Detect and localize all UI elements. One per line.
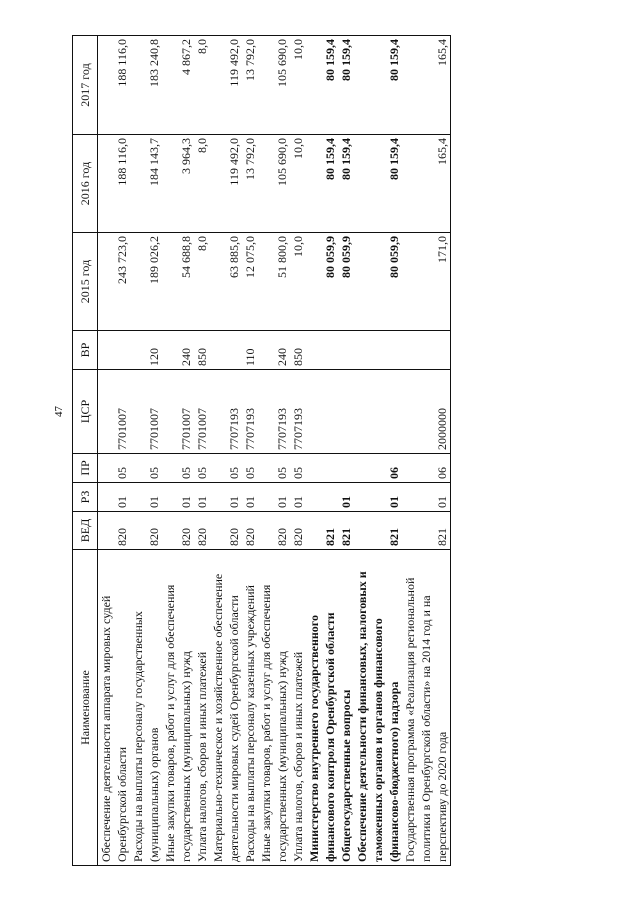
cell-pr: 05 [258, 454, 290, 483]
cell-2017: 183 240,8 [130, 36, 162, 135]
cell-2017: 165,4 [402, 36, 451, 135]
cell-2015: 63 885,0 [210, 233, 242, 331]
cell-pr: 06 [402, 454, 451, 483]
cell-vr: 240 [162, 331, 194, 370]
cell-ved: 820 [290, 512, 306, 550]
header-pr: ПР [73, 454, 98, 483]
cell-vr [402, 331, 451, 370]
cell-ved: 820 [98, 512, 131, 550]
cell-pr: 05 [210, 454, 242, 483]
table-row [402, 36, 451, 866]
header-2016: 2016 год [73, 135, 98, 233]
cell-name: Уплата налогов, сборов и иных платежей [290, 550, 306, 866]
cell-pr [306, 454, 338, 483]
cell-name: Материально-техническое и хозяйственное обеспечение деятельности мировых судей Оренбургской области [210, 550, 242, 866]
cell-vr [306, 331, 338, 370]
header-csr: ЦСР [73, 370, 98, 454]
cell-csr [338, 370, 354, 454]
cell-2017: 13 792,0 [242, 36, 258, 135]
cell-pr: 05 [194, 454, 210, 483]
cell-vr [210, 331, 242, 370]
cell-ved: 820 [194, 512, 210, 550]
cell-name: Государственная программа «Реализация региональной политики в Оренбургской области» на 2014 год и на перспективу до 2020 года [402, 550, 451, 866]
cell-2016: 80 159,4 [354, 135, 402, 233]
cell-name: Иные закупки товаров, работ и услуг для обеспечения государственных (муниципальных) нужд [162, 550, 194, 866]
cell-rz: 01 [130, 483, 162, 512]
cell-2016: 80 159,4 [306, 135, 338, 233]
cell-2015: 171,0 [402, 233, 451, 331]
table-row [258, 36, 290, 866]
cell-name: Обеспечение деятельности аппарата мировых судей Оренбургской области [98, 550, 131, 866]
cell-2015: 80 059,9 [354, 233, 402, 331]
cell-vr: 850 [194, 331, 210, 370]
cell-rz: 01 [98, 483, 131, 512]
cell-name: Общегосударственные вопросы [338, 550, 354, 866]
cell-name: Уплата налогов, сборов и иных платежей [194, 550, 210, 866]
cell-csr: 7707193 [290, 370, 306, 454]
header-name: Наименование [73, 550, 98, 866]
cell-2017: 8,0 [194, 36, 210, 135]
cell-vr [98, 331, 131, 370]
cell-vr: 110 [242, 331, 258, 370]
table-row [242, 36, 258, 866]
cell-pr [338, 454, 354, 483]
table-body [98, 36, 451, 866]
cell-pr: 05 [130, 454, 162, 483]
cell-rz [306, 483, 338, 512]
header-ved: ВЕД [73, 512, 98, 550]
cell-2016: 3 964,3 [162, 135, 194, 233]
table-row [162, 36, 194, 866]
cell-csr [306, 370, 338, 454]
cell-2016: 80 159,4 [338, 135, 354, 233]
table-row [306, 36, 338, 866]
cell-2016: 119 492,0 [210, 135, 242, 233]
cell-csr: 7707193 [258, 370, 290, 454]
cell-2016: 165,4 [402, 135, 451, 233]
cell-name: Обеспечение деятельности финансовых, налоговых и таможенных органов и органов финансового (финансово-бюджетного) надзора [354, 550, 402, 866]
cell-2015: 80 059,9 [306, 233, 338, 331]
table-row [354, 36, 402, 866]
header-rz: РЗ [73, 483, 98, 512]
cell-vr: 120 [130, 331, 162, 370]
budget-table [72, 35, 451, 866]
cell-ved: 821 [338, 512, 354, 550]
cell-ved: 821 [354, 512, 402, 550]
cell-2017: 119 492,0 [210, 36, 242, 135]
cell-rz: 01 [194, 483, 210, 512]
cell-rz: 01 [258, 483, 290, 512]
cell-vr [338, 331, 354, 370]
table-row [338, 36, 354, 866]
cell-2016: 184 143,7 [130, 135, 162, 233]
cell-vr: 240 [258, 331, 290, 370]
cell-2017: 10,0 [290, 36, 306, 135]
header-2015: 2015 год [73, 233, 98, 331]
cell-2015: 189 026,2 [130, 233, 162, 331]
cell-name: Расходы на выплаты персоналу казенных учреждений [242, 550, 258, 866]
cell-vr [354, 331, 402, 370]
page-number: 47 [53, 406, 65, 417]
cell-2015: 8,0 [194, 233, 210, 331]
cell-name: Расходы на выплаты персоналу государственных (муниципальных) органов [130, 550, 162, 866]
cell-2017: 80 159,4 [306, 36, 338, 135]
cell-pr: 05 [242, 454, 258, 483]
table-row [290, 36, 306, 866]
header-2017: 2017 год [73, 36, 98, 135]
cell-csr: 7707193 [242, 370, 258, 454]
cell-2017: 80 159,4 [354, 36, 402, 135]
cell-csr: 7707193 [210, 370, 242, 454]
cell-vr: 850 [290, 331, 306, 370]
cell-rz: 01 [338, 483, 354, 512]
cell-rz: 01 [290, 483, 306, 512]
cell-pr: 05 [162, 454, 194, 483]
cell-ved: 821 [402, 512, 451, 550]
cell-pr: 05 [98, 454, 131, 483]
cell-2016: 188 116,0 [98, 135, 131, 233]
cell-name: Иные закупки товаров, работ и услуг для обеспечения государственных (муниципальных) нужд [258, 550, 290, 866]
cell-rz: 01 [242, 483, 258, 512]
table-row [210, 36, 242, 866]
cell-rz: 01 [354, 483, 402, 512]
cell-ved: 820 [162, 512, 194, 550]
cell-pr: 06 [354, 454, 402, 483]
cell-2016: 13 792,0 [242, 135, 258, 233]
rotated-page [72, 36, 617, 866]
cell-ved: 820 [210, 512, 242, 550]
cell-csr: 2000000 [402, 370, 451, 454]
cell-2016: 105 690,0 [258, 135, 290, 233]
cell-ved: 821 [306, 512, 338, 550]
cell-csr: 7701007 [194, 370, 210, 454]
cell-2015: 10,0 [290, 233, 306, 331]
cell-2015: 12 075,0 [242, 233, 258, 331]
cell-2015: 54 688,8 [162, 233, 194, 331]
cell-2017: 105 690,0 [258, 36, 290, 135]
cell-rz: 01 [402, 483, 451, 512]
header-vr: ВР [73, 331, 98, 370]
table-row [98, 36, 131, 866]
cell-csr: 7701007 [162, 370, 194, 454]
cell-rz: 01 [162, 483, 194, 512]
table-header-row [73, 36, 98, 866]
cell-2015: 243 723,0 [98, 233, 131, 331]
cell-2017: 4 867,2 [162, 36, 194, 135]
cell-name: Министерство внутреннего государственного финансового контроля Оренбургской области [306, 550, 338, 866]
cell-2015: 80 059,9 [338, 233, 354, 331]
cell-2017: 188 116,0 [98, 36, 131, 135]
cell-2016: 8,0 [194, 135, 210, 233]
cell-ved: 820 [130, 512, 162, 550]
cell-ved: 820 [242, 512, 258, 550]
cell-2016: 10,0 [290, 135, 306, 233]
cell-ved: 820 [258, 512, 290, 550]
cell-rz: 01 [210, 483, 242, 512]
cell-csr: 7701007 [130, 370, 162, 454]
table-row [194, 36, 210, 866]
table-row [130, 36, 162, 866]
cell-2017: 80 159,4 [338, 36, 354, 135]
cell-csr [354, 370, 402, 454]
cell-csr: 7701007 [98, 370, 131, 454]
cell-2015: 51 800,0 [258, 233, 290, 331]
cell-pr: 05 [290, 454, 306, 483]
